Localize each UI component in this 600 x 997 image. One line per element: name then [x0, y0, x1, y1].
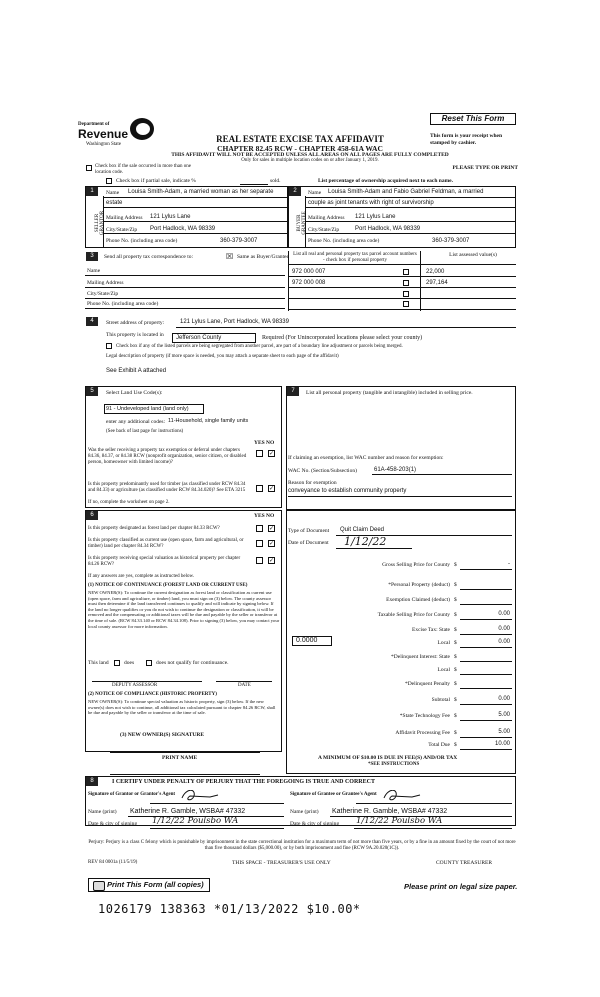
tax-row-value: 10.00 — [494, 741, 510, 747]
s5-question-1: Was the seller receiving a property tax exemption or deferral under chapters 84.36, 84.37, or 84.38 RCW (nonprofit organization, senior citizen, or disabled person, homeowner with limited income)? — [88, 448, 247, 465]
buyer-name-cont: couple as joint tenants with right of survivorship — [308, 200, 434, 206]
printer-icon — [93, 881, 105, 891]
parcel-1-personal-checkbox[interactable] — [403, 269, 409, 275]
type-or-print: PLEASE TYPE OR PRINT — [452, 165, 518, 171]
additional-codes-label: enter any additional codes: — [106, 419, 166, 425]
print-form-button[interactable] — [88, 878, 210, 892]
tax-row-currency: $ — [454, 730, 457, 736]
tax-row-currency: $ — [454, 667, 457, 673]
tax-row-line — [460, 704, 512, 705]
s5-yes-header: YES — [254, 440, 265, 446]
this-land-label: This land — [88, 660, 109, 666]
parcel-4-personal-checkbox[interactable] — [403, 301, 409, 307]
seller-city-label: City/State/Zip — [106, 227, 138, 233]
grantor-date: 1/12/22 Poulsbo WA — [152, 816, 239, 826]
deputy-assessor-label: DEPUTY ASSESSOR — [112, 683, 158, 688]
seller-name-cont: estate — [106, 200, 123, 206]
s5-q2-yes-checkbox[interactable] — [256, 485, 263, 492]
same-as-buyer-checkbox[interactable]: ☒ — [226, 252, 234, 261]
tax-row-line — [460, 589, 512, 590]
s6-q1-no-checkbox[interactable]: ✓ — [269, 525, 275, 532]
tax-row-line — [460, 720, 512, 721]
section-5-number: 5 — [86, 387, 98, 396]
s6-yes-header: YES — [254, 513, 265, 519]
tax-row-line — [460, 619, 512, 620]
section-8-number: 8 — [86, 777, 98, 786]
reason-label: Reason for exemption — [288, 480, 337, 486]
tax-row-currency: $ — [454, 562, 457, 568]
s5-question-2b: If no, complete the worksheet on page 2. — [88, 500, 170, 505]
does-not-label: does not qualify for continuance. — [156, 660, 229, 666]
corr-phone-label: Phone No. (including area code) — [87, 301, 159, 307]
street-address-label: Street address of property: — [106, 320, 165, 326]
corr-mailing-label: Mailing Address — [87, 280, 124, 286]
tax-row-currency: $ — [454, 697, 457, 703]
tax-row-value: - — [508, 561, 510, 567]
treasurer-stamp: 1026179 138363 *01/13/2022 $10.00* — [98, 902, 361, 916]
same-as-buyer-label: Same as Buyer/Grantee — [237, 254, 289, 260]
s5-q1-no-checkbox[interactable]: ✓ — [269, 450, 275, 457]
s6-no-header: NO — [266, 513, 275, 519]
tax-row-value: 0.00 — [498, 696, 510, 702]
perjury-note: Perjury: Perjury is a class C felony which is punishable by imprisonment in the state correctional institution for a maximum term of not more than five years, or by a fine in an amount fixed by the court of not more than five thousand dollars ($5,000.00), or by both imprisonment and fine (RCW 9A.20.020(1C)). — [88, 840, 516, 851]
minimum-due-note: A MINIMUM OF $10.00 IS DUE IN FEE(S) AND/OR TAX — [318, 755, 458, 761]
partial-sale-label: Check box if partial sale, indicate % — [116, 178, 196, 184]
grantor-signature-label: Signature of Grantor or Grantor's Agent — [88, 792, 176, 797]
section-7-number: 7 — [287, 387, 299, 396]
doc-type-label: Type of Document — [288, 528, 330, 534]
parcel-1-number: 972 000 007 — [292, 269, 326, 275]
grantee-date-label: Date & city of signing — [290, 821, 340, 827]
tax-row-currency: $ — [454, 713, 457, 719]
wac-value: 61A-458-203(1) — [374, 467, 417, 473]
buyer-address: 121 Lylus Lane — [355, 214, 396, 220]
print-name-label: PRINT NAME — [162, 755, 198, 761]
s6-if-any: If any answers are yes, complete as instructed below. — [88, 574, 195, 579]
logo-department: Department of — [78, 122, 110, 127]
s6-question-2: Is this property classified as current use (open space, farm and agricultural, or timber) land per chapter 84.34 RCW? — [88, 538, 244, 549]
tax-row-label: *Delinquent Penalty — [404, 681, 450, 687]
tax-row-line — [460, 634, 512, 635]
grantee-name: Katherine R. Gamble, WSBA# 47332 — [332, 808, 448, 815]
logo-state: Washington State — [86, 142, 122, 147]
parcel-2-value: 297,164 — [426, 280, 448, 286]
county-required-note: Required (For Unincorporated locations please select your county) — [262, 335, 423, 341]
s6-q3-no-checkbox[interactable]: ✓ — [269, 557, 275, 564]
historic-title: (2) NOTICE OF COMPLIANCE (HISTORIC PROPERTY) — [88, 692, 217, 697]
seller-name: Louisa Smith-Adam, a married woman as her separate — [128, 189, 274, 195]
form-only-for: Only for sales in multiple location codes on or after January 1, 2019. — [241, 158, 379, 163]
grantor-name: Katherine R. Gamble, WSBA# 47332 — [130, 808, 246, 815]
section-4-number: 4 — [86, 317, 98, 326]
s6-q2-no-checkbox[interactable]: ✓ — [269, 540, 275, 547]
seller-phone: 360-379-3007 — [220, 238, 258, 244]
segregated-checkbox[interactable] — [106, 343, 112, 349]
buyer-city-label: City/State/Zip — [308, 227, 340, 233]
grantor-signature-mark — [180, 790, 220, 802]
grantee-signature-label: Signature of Grantee or Grantee's Agent — [290, 792, 377, 797]
tax-row-label: *State Technology Fee — [399, 713, 450, 719]
corr-city-label: City/State/Zip — [87, 291, 119, 297]
county-treasurer: COUNTY TREASURER — [436, 860, 493, 866]
seller-address-label: Mailing Address — [106, 215, 143, 221]
partial-sale-checkbox[interactable] — [106, 178, 112, 184]
tax-row-currency: $ — [454, 681, 457, 687]
seller-name-label: Name — [106, 190, 120, 196]
logo-swoosh-inner-icon — [136, 123, 150, 135]
tax-row-currency: $ — [454, 597, 457, 603]
multi-location-label: Check box if the sale occurred in more than one location code. — [95, 164, 191, 175]
segregated-note: Check box if any of the listed parcels are being segregated from another parcel, are part of a boundary line adjustment or parcels being merged. — [116, 344, 403, 349]
seller-city: Port Hadlock, WA 98339 — [150, 226, 216, 232]
parcel-2-personal-checkbox[interactable] — [403, 280, 409, 286]
exemption-label: If claiming an exemption, list WAC number and reason for exemption: — [288, 455, 444, 461]
tax-row-value: 5.00 — [498, 712, 510, 718]
s5-q1-yes-checkbox[interactable] — [256, 450, 263, 457]
legal-desc: See Exhibit A attached — [106, 368, 167, 374]
form-title: REAL ESTATE EXCISE TAX AFFIDAVIT — [216, 134, 384, 144]
section-2-number: 2 — [289, 187, 301, 196]
s5-question-2: Is this property predominantly used for timber (as classified under RCW 84.34 and 84.33) or agriculture (as classified under RCW 84.34.020)? See ETA 3215 — [88, 482, 246, 493]
doc-date-label: Date of Document — [288, 540, 329, 546]
section-6-number: 6 — [86, 511, 98, 520]
buyer-name: Louisa Smith-Adam and Fabio Gabriel Feldman, a married — [328, 189, 484, 195]
tax-row-label: Exemption Claimed (deduct) — [386, 597, 450, 603]
form-chapter: CHAPTER 82.45 RCW - CHAPTER 458-61A WAC — [217, 144, 383, 153]
reason-value: conveyance to establish community property — [288, 488, 407, 494]
tax-row-label: Affidavit Processing Fee — [395, 730, 450, 736]
tax-row-value: 0.00 — [498, 611, 510, 617]
parcel-3-personal-checkbox[interactable] — [403, 291, 409, 297]
s5-q2-no-checkbox[interactable]: ✓ — [269, 485, 275, 492]
section-1-number: 1 — [86, 187, 98, 196]
rev-code: REV 84 0001a (11/5/19) — [88, 860, 138, 865]
tax-row-line — [460, 674, 512, 675]
buyer-city: Port Hadlock, WA 98339 — [355, 226, 421, 232]
tax-row-line — [460, 604, 512, 605]
tax-row-label: Gross Selling Price for County — [382, 562, 450, 568]
tax-row-value: 5.00 — [498, 729, 510, 735]
tax-row-line — [460, 647, 512, 648]
tax-row-label: *Personal Property (deduct) — [388, 582, 450, 588]
tax-row-label: Local — [437, 667, 450, 673]
parcel-1-value: 22,000 — [426, 269, 445, 275]
does-label: does — [124, 660, 135, 666]
legal-size-note: Please print on legal size paper. — [404, 882, 518, 891]
historic-text: NEW OWNER(S): To continue special valuation as historic property, sign (3) below. If the new owner(s) does not wish to continue, all additional tax calculated pursuant to chapter 84.26 RCW, shall be due and payable by the seller or transferor at the time of sale. — [88, 699, 276, 716]
s6-q1-yes-checkbox[interactable] — [256, 525, 263, 532]
tax-row-currency: $ — [454, 627, 457, 633]
tax-row-label: Subtotal — [431, 697, 450, 703]
legal-desc-label: Legal description of property (if more space is needed, you may attach a separate sheet to each page of the affidavit) — [106, 354, 339, 359]
treasurer-space: THIS SPACE - TREASURER'S USE ONLY — [232, 860, 331, 866]
dor-logo — [78, 118, 158, 154]
see-back-note: (See back of last page for instructions) — [106, 429, 184, 434]
land-use-label: Select Land Use Code(s): — [106, 390, 163, 396]
new-owner-signature-label: (3) NEW OWNER(S) SIGNATURE — [120, 732, 204, 738]
form-warning: THIS AFFIDAVIT WILL NOT BE ACCEPTED UNLESS ALL AREAS ON ALL PAGES ARE FULLY COMPLETED — [171, 152, 449, 158]
continuance-title: (1) NOTICE OF CONTINUANCE (FOREST LAND OR CURRENT USE) — [88, 583, 248, 588]
does-not-qualify-checkbox[interactable] — [146, 660, 152, 666]
s5-no-header: NO — [266, 440, 275, 446]
corr-name-label: Name — [87, 268, 101, 274]
buyer-side-label: BUYER GRANTEE — [297, 211, 307, 235]
buyer-address-label: Mailing Address — [308, 215, 345, 221]
grantor-date-label: Date & city of signing — [88, 821, 138, 827]
s6-q2-yes-checkbox[interactable] — [256, 540, 263, 547]
tax-row-value: 0.00 — [498, 626, 510, 632]
doc-type-value: Quit Claim Deed — [340, 527, 385, 533]
wac-label: WAC No. (Section/Subsection) — [288, 468, 357, 474]
receipt-note: This form is your receipt when stamped by cashier. — [430, 133, 503, 146]
tax-row-label: *Delinquent Interest: State — [391, 654, 450, 660]
tax-row-label: Excise Tax: State — [411, 627, 450, 633]
tax-row-line — [460, 569, 512, 570]
street-address: 121 Lylus Lane, Port Hadlock, WA 98339 — [180, 319, 289, 325]
buyer-name-label: Name — [308, 190, 322, 196]
tax-row-currency: $ — [454, 640, 457, 646]
s6-question-3: Is this property receiving special valuation as historical property per chapter 84.26 RCW? — [88, 556, 241, 567]
multi-location-checkbox[interactable] — [86, 165, 92, 171]
print-form-label: Print This Form (all copies) — [107, 880, 204, 889]
tax-row-line — [460, 661, 512, 662]
additional-codes: 11-Household, single family units — [168, 418, 249, 424]
seller-address: 121 Lylus Lane — [150, 214, 191, 220]
personal-property-label: List all personal property (tangible and intangible) included in selling price. — [306, 390, 473, 396]
ownership-note: List percentage of ownership acquired next to each name. — [318, 178, 453, 184]
local-rate: 0.0000 — [296, 637, 318, 644]
buyer-phone: 360-379-3007 — [432, 238, 470, 244]
tax-row-line — [460, 737, 512, 738]
grantee-name-label: Name (print) — [290, 809, 319, 815]
tax-row-label: Local — [437, 640, 450, 646]
tax-row-currency: $ — [454, 582, 457, 588]
date-label: DATE — [238, 683, 251, 688]
grantee-date: 1/12/22 Poulsbo WA — [356, 816, 443, 826]
section-3-number: 3 — [86, 252, 98, 261]
grantee-signature-mark — [382, 790, 422, 802]
county-value: Jefferson County — [176, 335, 222, 341]
tax-row-line — [460, 688, 512, 689]
tax-row-value: 0.00 — [498, 639, 510, 645]
grantor-name-label: Name (print) — [88, 809, 117, 815]
continuance-text: NEW OWNER(S): To continue the current designation as forest land or classification as current use (open space, farm and agriculture, or timber) land, you must sign on (3) below. The county assessor must then determine if the land transferred continues to qualify and will indicate by signing below. If the land no longer qualifies or you do not wish to continue the designation or classification, it will be removed and the compensating or additional taxes will be due and payable by the seller or transferor at the time of sale. (RCW 84.33.140 or RCW 84.34.108). Prior to signing (3) below, you may contact your local county assessor for more information. — [88, 590, 280, 629]
s6-q3-yes-checkbox[interactable] — [256, 557, 263, 564]
buyer-phone-label: Phone No. (including area code) — [308, 238, 380, 244]
tax-row-currency: $ — [454, 654, 457, 660]
parcel-header: List all real and personal property tax parcel account numbers - check box if personal property — [293, 252, 417, 263]
located-label: This property is located in — [106, 332, 164, 338]
assessed-header: List assessed value(s) — [449, 252, 497, 258]
does-qualify-checkbox[interactable] — [114, 660, 120, 666]
tax-row-label: Total Due — [428, 742, 450, 748]
reset-form-button[interactable]: Reset This Form — [430, 113, 516, 125]
doc-date-value: 1/12/22 — [344, 535, 387, 548]
tax-row-currency: $ — [454, 742, 457, 748]
tax-row-currency: $ — [454, 612, 457, 618]
logo-revenue: Revenue — [78, 127, 129, 141]
seller-phone-label: Phone No. (including area code) — [106, 238, 178, 244]
seller-side-label: SELLER GRANTOR — [95, 210, 105, 236]
see-instructions: *SEE INSTRUCTIONS — [368, 762, 420, 767]
sold-label: sold. — [270, 178, 281, 184]
certify-statement: I CERTIFY UNDER PENALTY OF PERJURY THAT THE FOREGOING IS TRUE AND CORRECT — [112, 779, 375, 785]
land-use-value: 91 - Undeveloped land (land only) — [106, 406, 189, 412]
s6-question-1: Is this property designated as forest land per chapter 84.33 RCW? — [88, 526, 220, 531]
send-correspondence-label: Send all property tax correspondence to: — [104, 254, 194, 260]
tax-row-label: Taxable Selling Price for County — [377, 612, 450, 618]
tax-row-line — [460, 749, 512, 750]
parcel-2-number: 972 000 008 — [292, 280, 326, 286]
